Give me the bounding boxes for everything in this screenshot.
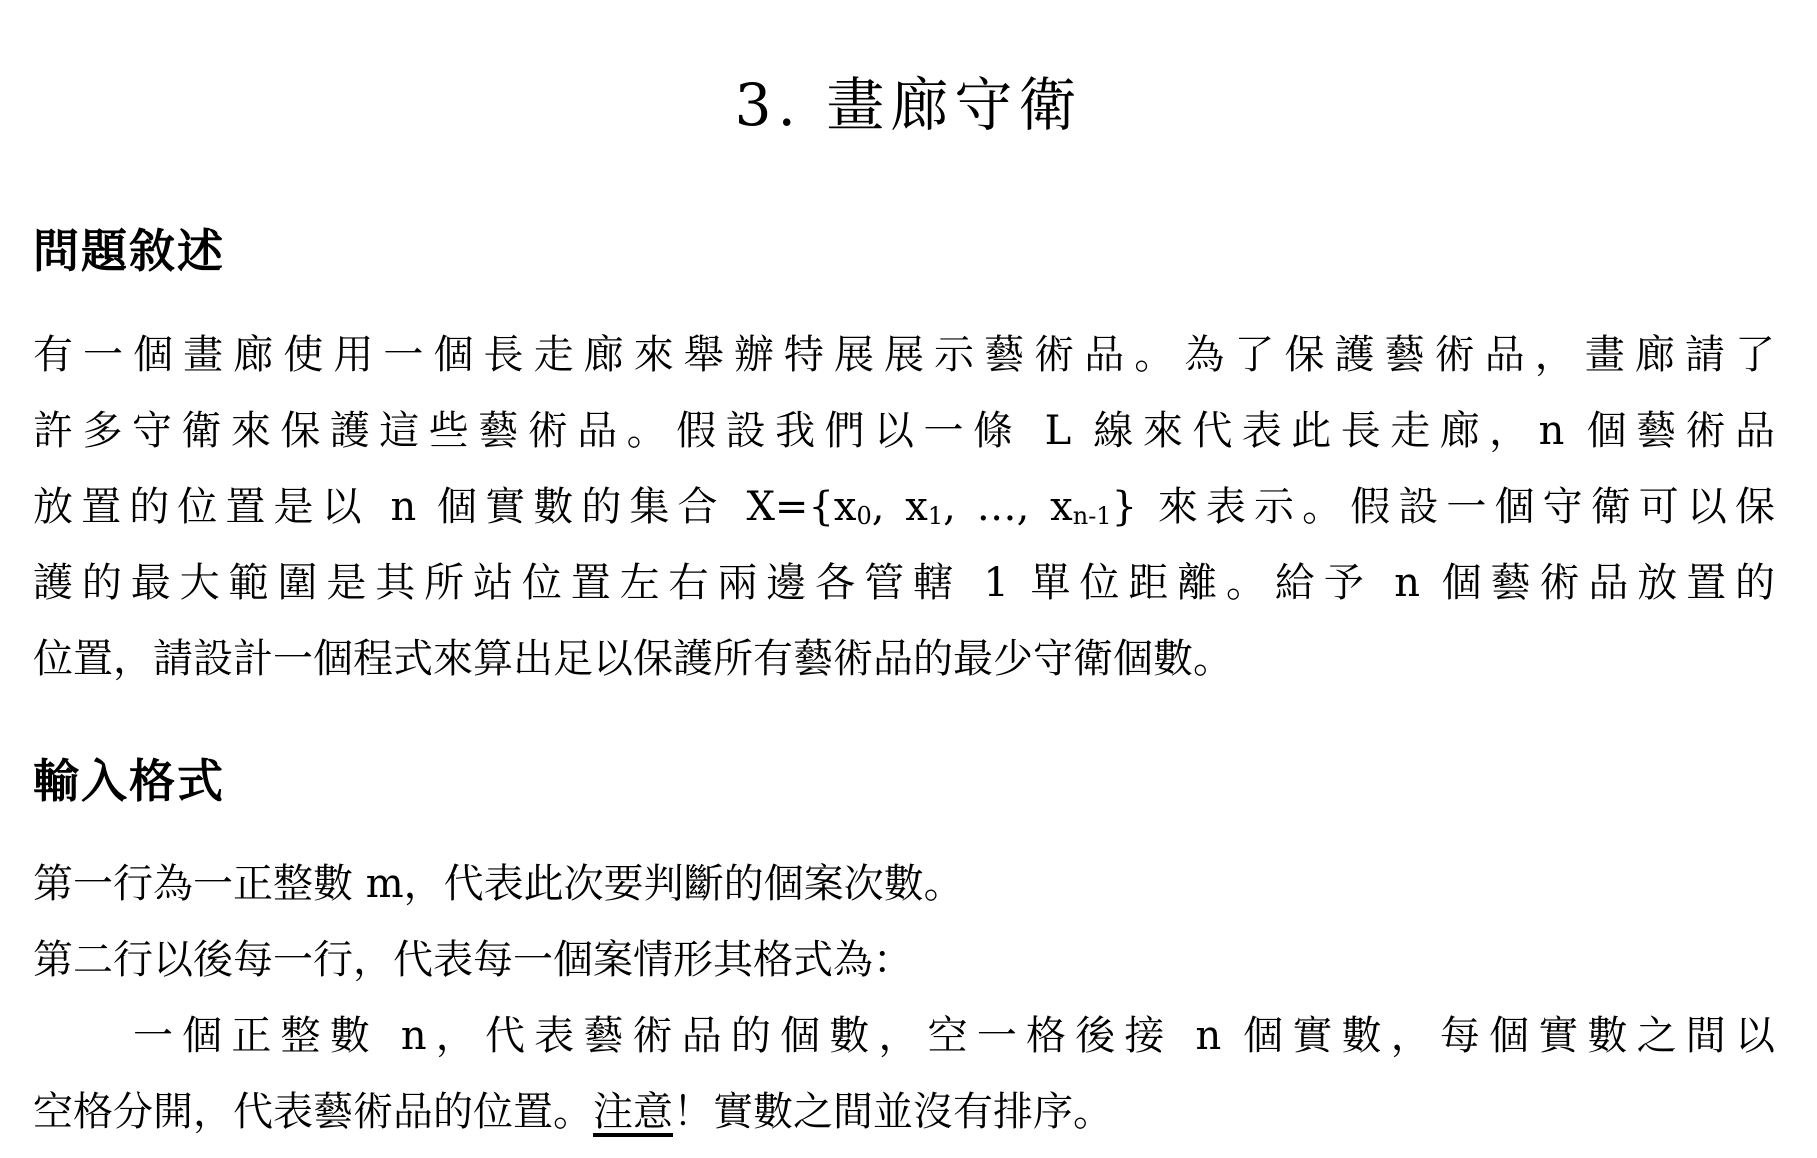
text: , x [871,484,928,530]
paragraph-line-set-notation [33,482,1775,541]
underlined-notice: 注意 [593,1089,673,1135]
subscript: 0 [856,502,872,530]
paragraph-line-indented: 一個正整數 n，代表藝術品的個數，空一格後接 n 個實數，每個實數之間以 [133,1013,1775,1059]
text: 空格分開，代表藝術品的位置。 [33,1089,593,1135]
section-heading-input: 輸入格式 [33,754,225,808]
text: } 來表示。假設一個守衛可以保 [1111,484,1775,530]
paragraph-line-note [33,1087,1775,1137]
paragraph-line: 位置，請設計一個程式來算出足以保護所有藝術品的最少守衛個數。 [33,636,1233,682]
paragraph-line: 第二行以後每一行，代表每一個案情形其格式為： [33,937,913,983]
paragraph-line: 護的最大範圍是其所站位置左右兩邊各管轄 1 單位距離。給予 n 個藝術品放置的 [33,560,1775,606]
text: , …, x [943,484,1073,530]
subscript: n-1 [1072,502,1112,530]
page-title: 3. 畫廊守衛 [734,71,1083,139]
paragraph-line: 許多守衛來保護這些藝術品。假設我們以一條 L 線來代表此長走廊，n 個藝術品 [33,408,1775,454]
text: 放置的位置是以 n 個實數的集合 X={x [33,484,857,530]
paragraph-line: 有一個畫廊使用一個長走廊來舉辦特展展示藝術品。為了保護藝術品，畫廊請了 [33,332,1775,378]
text: ！實數之間並沒有排序。 [673,1089,1113,1135]
subscript: 1 [927,502,944,530]
paragraph-line: 第一行為一正整數 m，代表此次要判斷的個案次數。 [33,861,964,907]
section-heading-description: 問題敘述 [33,224,225,278]
